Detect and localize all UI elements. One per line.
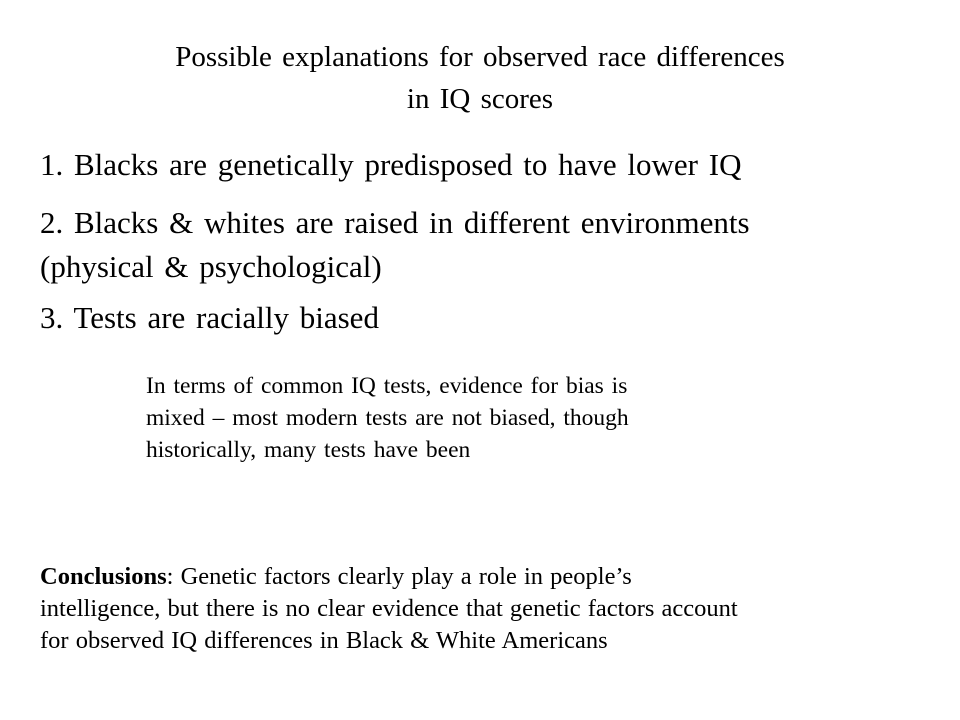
conclusions-line-1-text: : Genetic factors clearly play a role in people’s xyxy=(166,563,632,590)
conclusions-line-1 xyxy=(40,561,940,593)
explanation-item-2 xyxy=(40,201,920,289)
explanation-2-line-1: 2. Blacks & whites are raised in different environments xyxy=(40,205,750,240)
conclusions-line-3: for observed IQ differences in Black & White Americans xyxy=(40,627,608,654)
bias-note-line-3: historically, many tests have been xyxy=(146,437,471,463)
explanation-3-line-1: 3. Tests are racially biased xyxy=(40,300,379,335)
explanation-1-line-1: 1. Blacks are genetically predisposed to have lower IQ xyxy=(40,147,742,182)
bias-note xyxy=(146,370,846,466)
conclusions-paragraph xyxy=(40,561,940,657)
slide-title xyxy=(60,36,900,120)
explanation-item-3 xyxy=(40,296,920,340)
explanation-2-line-2: (physical & psychological) xyxy=(40,249,382,284)
title-line-2: in IQ scores xyxy=(406,83,554,115)
bias-note-line-1: In terms of common IQ tests, evidence for bias is xyxy=(146,373,628,399)
conclusions-label: Conclusions xyxy=(40,563,167,590)
explanation-item-1 xyxy=(40,143,920,187)
conclusions-line-2: intelligence, but there is no clear evidence that genetic factors account xyxy=(40,595,738,622)
bias-note-line-2: mixed – most modern tests are not biased, though xyxy=(146,405,629,431)
title-line-1: Possible explanations for observed race differences xyxy=(175,41,785,73)
